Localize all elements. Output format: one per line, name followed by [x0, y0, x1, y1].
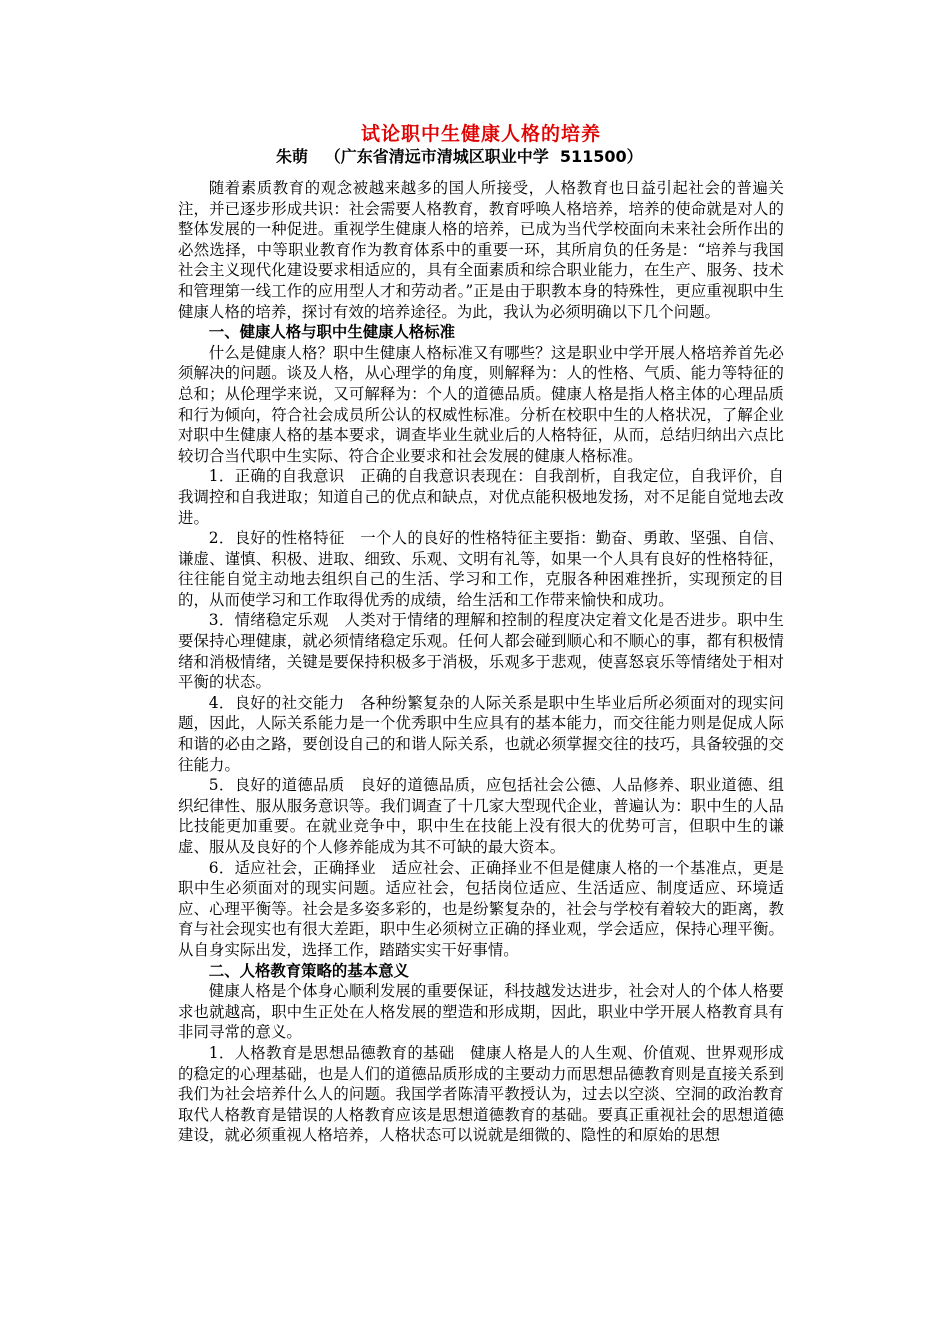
section-1-body: 什么是健康人格？职中生健康人格标准又有哪些？这是职业中学开展人格培养首先必须解决的问题。谈及人格，从心理学的角度，则解释为：人的性格、气质、能力等特征的总和；从伦理学来说，又可解释为：个人的道德品质。健康人格是指人格主体的心理品质和行为倾向，符合社会成员所公认的权威性标准。分析在校职中生的人格状况，了解企业对职中生健康人格的基本要求，调查毕业生就业后的人格特征，从而，总结归纳出六点比较切合当代职中生实际、符合企业要求和社会发展的健康人格标准。	[178, 343, 784, 465]
author-byline: 朱萌 （广东省清远市清城区职业中学 511500）	[276, 147, 643, 166]
section-1-item-2: 2．良好的性格特征 一个人的良好的性格特征主要指：勤奋、勇敢、坚强、自信、谦虚、谨慎、积极、进取、细致、乐观、文明有礼等，如果一个人具有良好的性格特征，往往能自觉主动地去组织自己的生活、学习和工作，克服各种困难挫折，实现预定的目的，从而使学习和工作取得优秀的成绩，给生活和工作带来愉快和成功。	[178, 529, 784, 609]
section-1-item-5: 5．良好的道德品质 良好的道德品质，应包括社会公德、人品修养、职业道德、组织纪律性、服从服务意识等。我们调查了十几家大型现代企业，普遍认为：职中生的人品比技能更加重要。在就业竞争中，职中生在技能上没有很大的优势可言，但职中生的谦虚、服从及良好的个人修养能成为其不可缺的最大资本。	[178, 776, 784, 856]
document-title: 试论职中生健康人格的培养	[360, 123, 601, 145]
section-2-heading: 二、人格教育策略的基本意义	[208, 961, 409, 980]
section-1-heading: 一、健康人格与职中生健康人格标准	[208, 323, 456, 342]
section-1-item-1: 1．正确的自我意识 正确的自我意识表现在：自我剖析，自我定位，自我评价，自我调控和自我进取；知道自己的优点和缺点，对优点能积极地发扬，对不足能自觉地去改进。	[178, 467, 784, 527]
section-2-item-1: 1．人格教育是思想品德教育的基础 健康人格是人的人生观、价值观、世界观形成的稳定的心理基础，也是人们的道德品质形成的主要动力而思想品德教育则是直接关系到我们为社会培养什么人的问题。我国学者陈清平教授认为，过去以空淡、空洞的政治教育取代人格教育是错误的人格教育应该是思想道德教育的基础。要真正重视社会的思想道德建设，就必须重视人格培养，人格状态可以说就是细微的、隐性的和原始的思想	[178, 1043, 784, 1145]
section-1-item-4: 4．良好的社交能力 各种纷繁复杂的人际关系是职中生毕业后所必须面对的现实问题，因此，人际关系能力是一个优秀职中生应具有的基本能力，而交往能力则是促成人际和谐的必由之路，要创设自己的和谐人际关系，也就必须掌握交往的技巧，具备较强的交往能力。	[178, 693, 784, 774]
document-page	[178, 122, 784, 1146]
section-1-item-6: 6．适应社会，正确择业 适应社会、正确择业不但是健康人格的一个基准点，更是职中生必须面对的现实问题。适应社会，包括岗位适应、生活适应、制度适应、环境适应、心理平衡等。社会是多姿多彩的，也是纷繁复杂的，社会与学校有着较大的距离，教育与社会现实也有很大差距，职中生必须树立正确的择业观，学会适应，保持心理平衡。从自身实际出发，选择工作，踏踏实实干好事情。	[178, 858, 784, 959]
intro-paragraph: 随着素质教育的观念被越来越多的国人所接受，人格教育也日益引起社会的普遍关注，并已逐步形成共识：社会需要人格教育，教育呼唤人格培养，培养的使命就是对人的整体发展的一种促进。重视学生健康人格的培养，已成为当代学校面向未来社会所作出的必然选择，中等职业教育作为教育体系中的重要一环，其所肩负的任务是：“培养与我国社会主义现代化建设要求相适应的，具有全面素质和综合职业能力，在生产、服务、技术和管理第一线工作的应用型人才和劳动者。”正是由于职教本身的特殊性，更应重视职中生健康人格的培养，探讨有效的培养途径。为此，我认为必须明确以下几个问题。	[178, 179, 784, 321]
section-1-item-3: 3．情绪稳定乐观 人类对于情绪的理解和控制的程度决定着文化是否进步。职中生要保持心理健康，就必须情绪稳定乐观。任何人都会碰到顺心和不顺心的事，都有积极情绪和消极情绪，关键是要保持积极多于消极，乐观多于悲观，使喜怒哀乐等情绪处于相对平衡的状态。	[178, 611, 784, 692]
section-2-body: 健康人格是个体身心顺利发展的重要保证，科技越发达进步，社会对人的个体人格要求也就越高，职中生正处在人格发展的塑造和形成期，因此，职业中学开展人格教育具有非同寻常的意义。	[178, 982, 784, 1042]
